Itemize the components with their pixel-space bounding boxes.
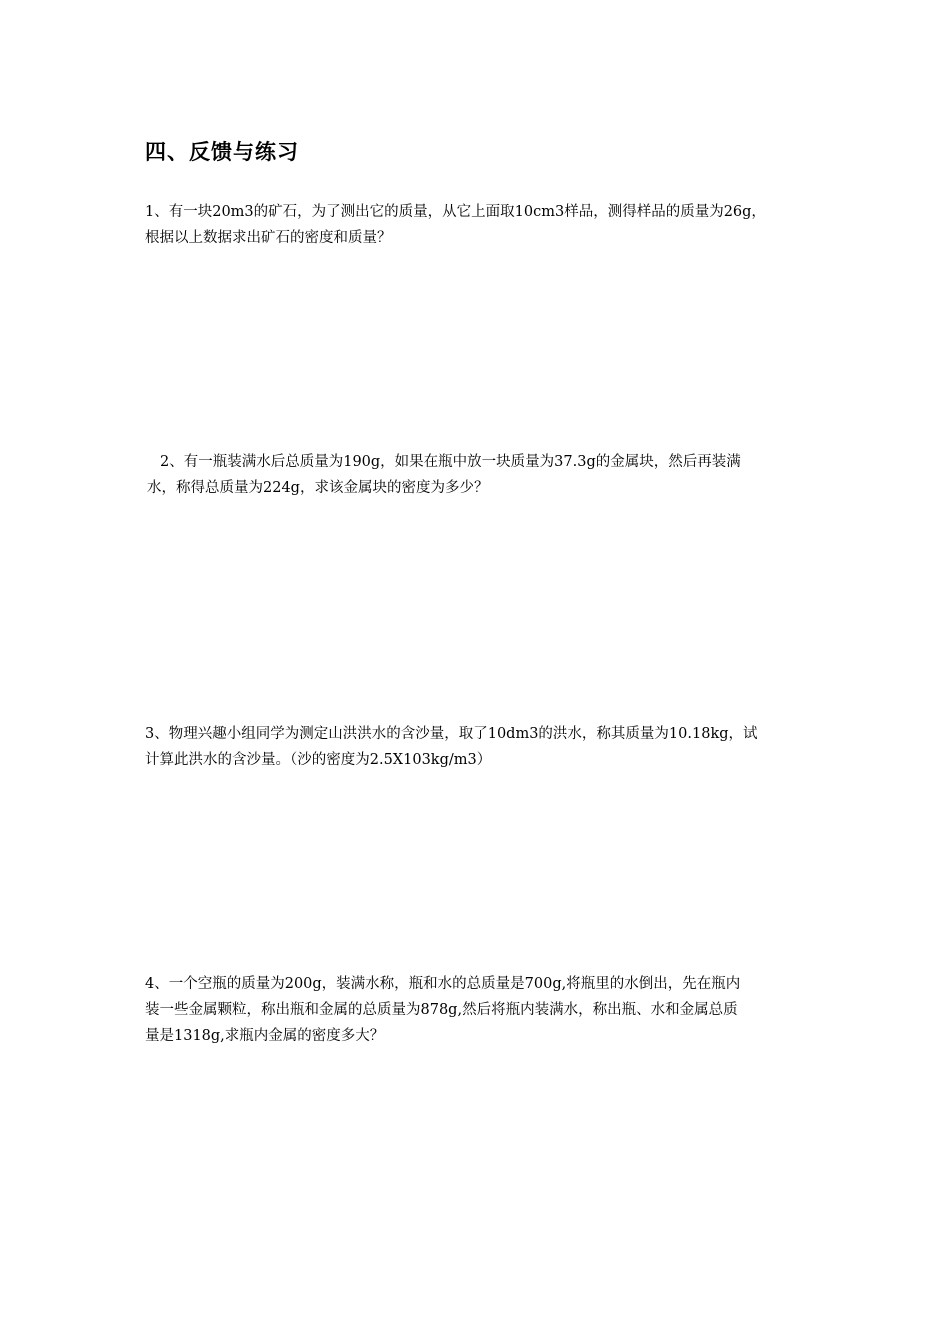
question-4-line-1: 4、一个空瓶的质量为200g，装满水称，瓶和水的总质量是700g,将瓶里的水倒出，先在瓶内	[145, 976, 741, 992]
question-1-line-2: 根据以上数据求出矿石的密度和质量？	[145, 230, 392, 246]
question-2	[147, 449, 741, 501]
question-4	[145, 971, 740, 1049]
question-3-line-1: 3、物理兴趣小组同学为测定山洪洪水的含沙量，取了10dm3的洪水，称其质量为10.18kg，试	[145, 726, 758, 742]
question-2-line-2: 水，称得总质量为224g，求该金属块的密度为多少？	[147, 480, 489, 496]
question-4-line-3: 量是1318g,求瓶内金属的密度多大？	[145, 1028, 385, 1044]
question-1	[145, 199, 766, 251]
section-heading: 四、反馈与练习	[145, 140, 299, 164]
question-1-line-1: 1、有一块20m3的矿石，为了测出它的质量，从它上面取10cm3样品，测得样品的质量为26g，	[145, 204, 766, 220]
question-3	[145, 721, 758, 773]
question-4-line-2: 装一些金属颗粒，称出瓶和金属的总质量为878g,然后将瓶内装满水，称出瓶、水和金属总质	[145, 1002, 738, 1018]
question-3-line-2: 计算此洪水的含沙量。（沙的密度为2.5X103kg/m3）	[145, 752, 492, 768]
question-2-line-1: 2、有一瓶装满水后总质量为190g，如果在瓶中放一块质量为37.3g的金属块，然后再装满	[160, 454, 741, 470]
